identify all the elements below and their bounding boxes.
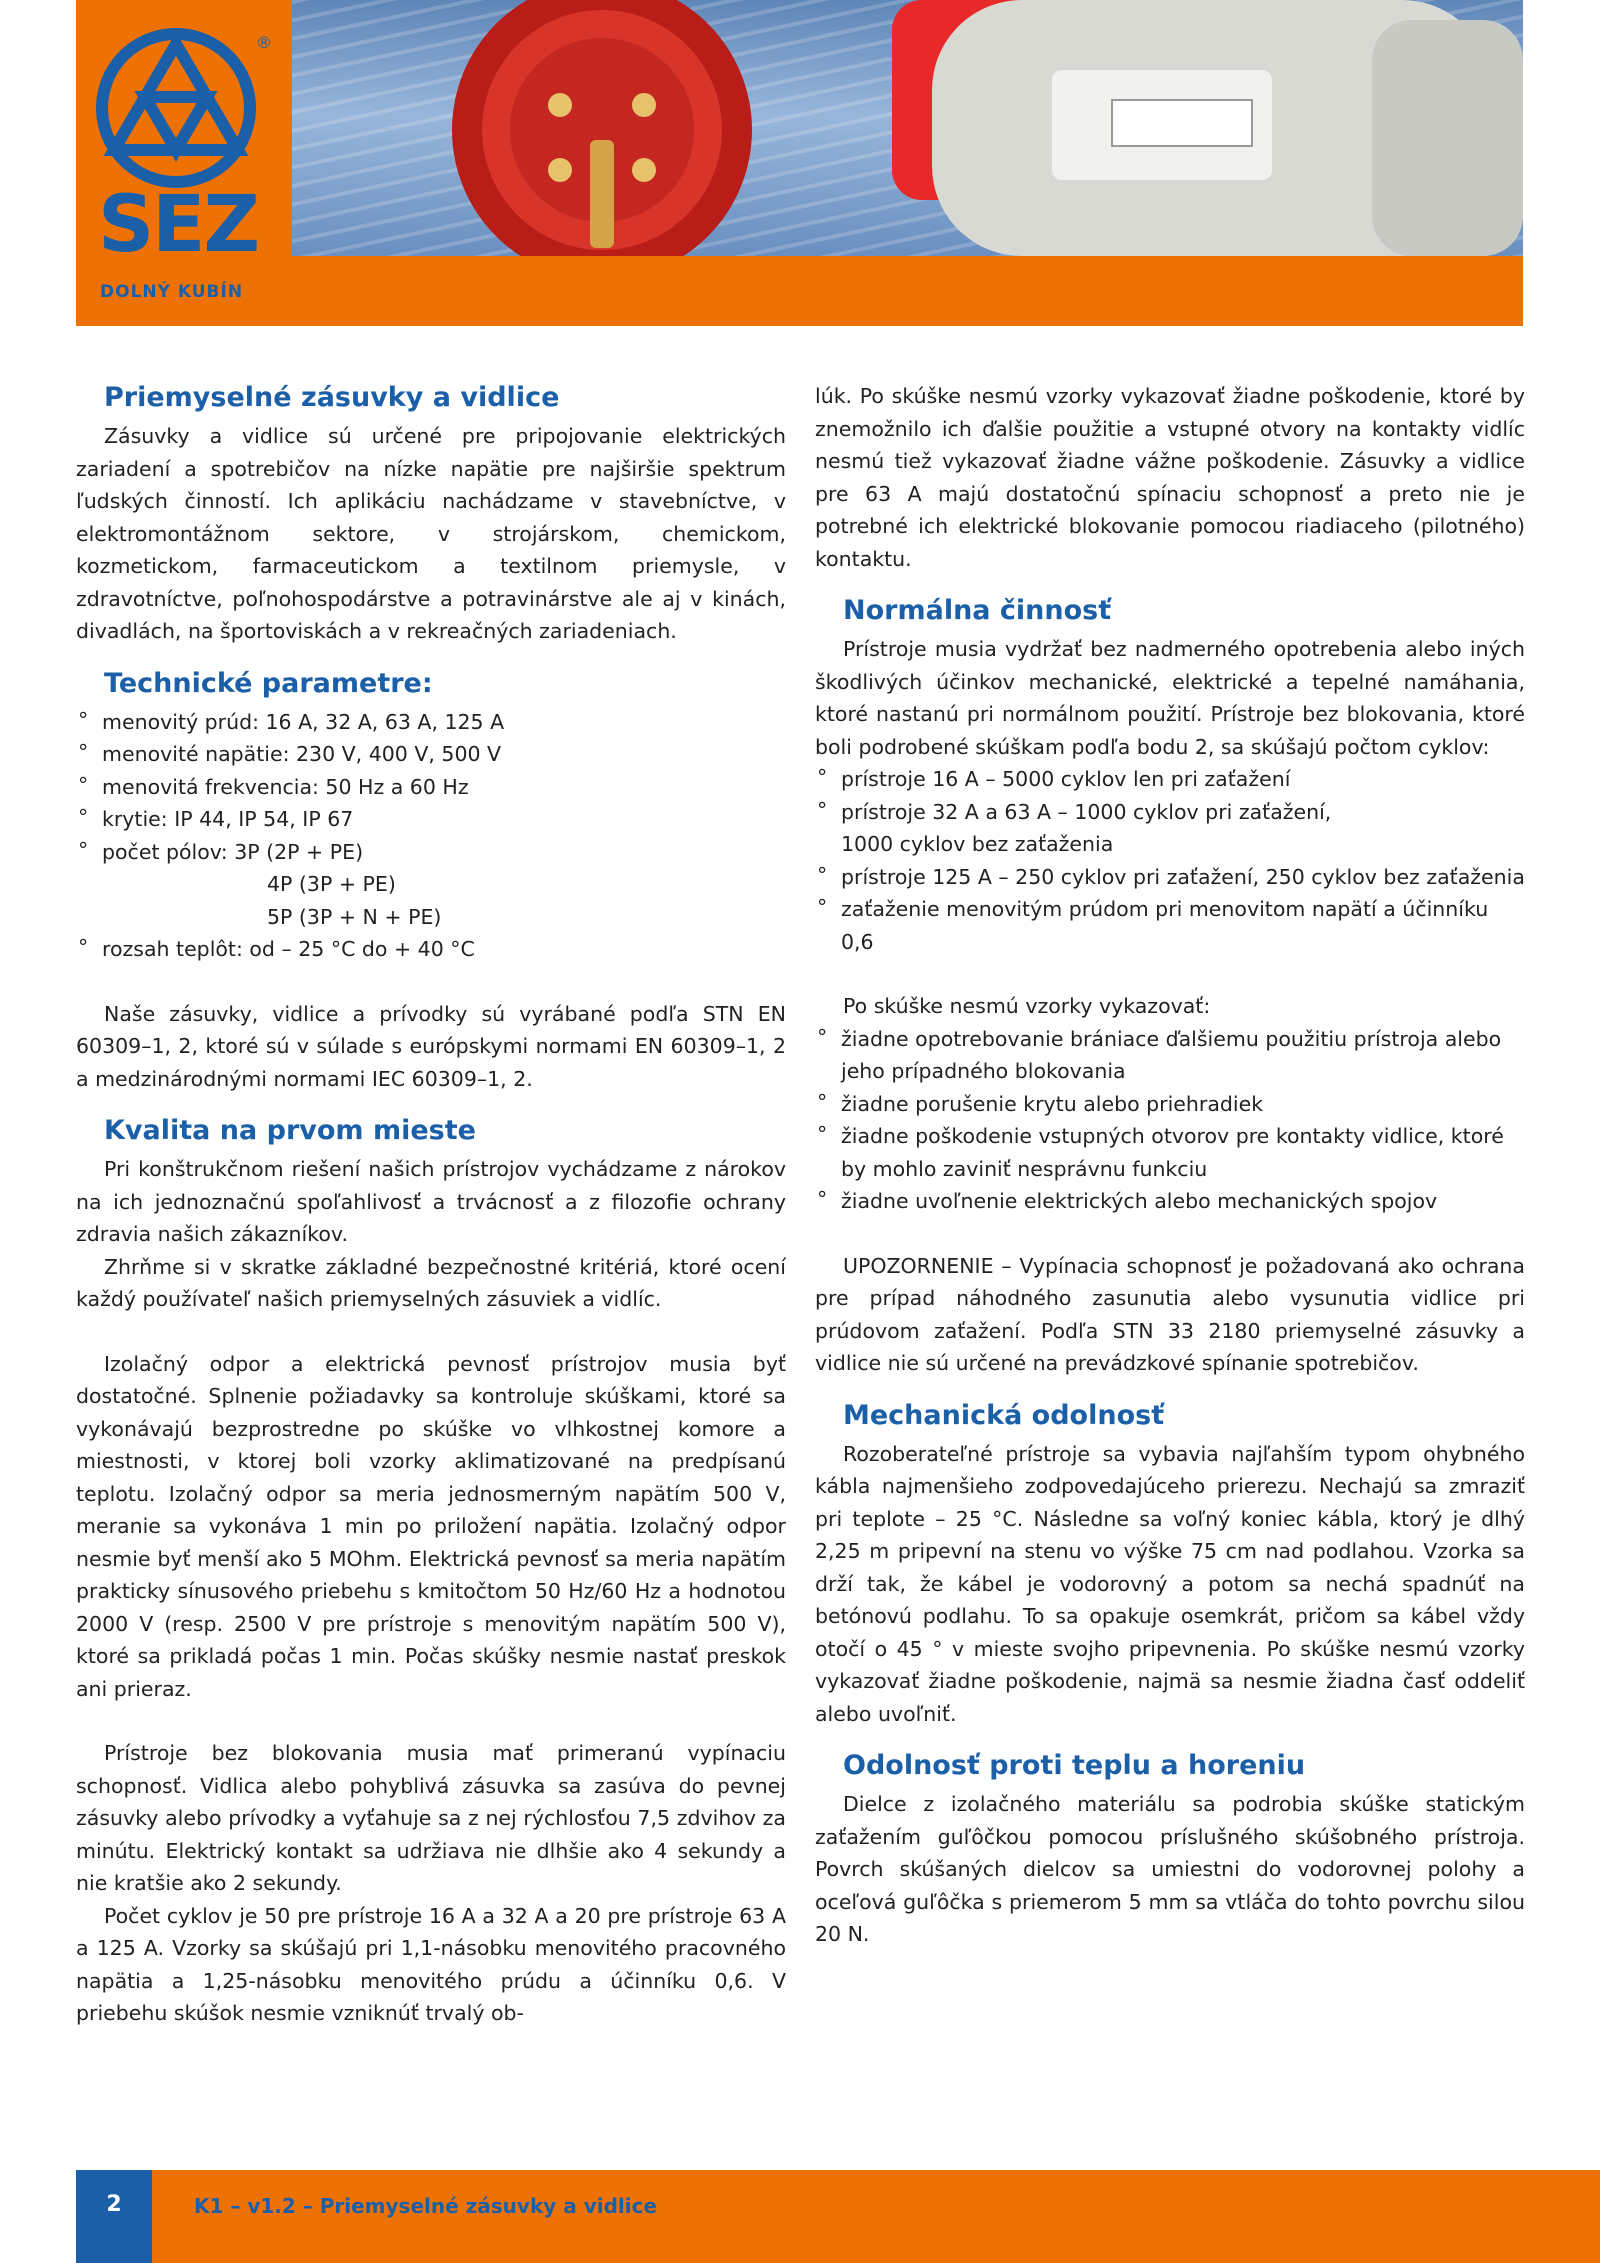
paragraph-continuation: lúk. Po skúške nesmú vzorky vykazovať žiadne poškodenie, ktoré by znemožnilo ich ďalšie použitie a vstupné otvory na kontakty vidlíc nesmú tiež vykazovať žiadne vážne poškodenie. Zásuvky a vidlice pre 63 A majú dostatočnú spínaciu schopnosť a preto nie je potrebné ich elektrické blokovanie pomocou riadiaceho (pilotného) kontaktu. [815,384,1525,571]
list-item: ° rozsah teplôt: od – 25 °C do + 40 °C [76,933,786,966]
paragraph-quality-1: Pri konštrukčnom riešení našich prístrojov vychádzame z nárokov na ich jednoznačnú spoľahlivosť a trvácnosť a z filozofie ochrany zdravia našich zákazníkov. [76,1157,786,1246]
page-footer [76,2170,1600,2263]
heading-technical-parameters: Technické parametre: [104,667,433,699]
temperature-list [76,933,786,966]
list-item: ° menovitá frekvencia: 50 Hz a 60 Hz [76,771,786,804]
product-photo [292,0,1523,256]
paragraph-after-test: Po skúške nesmú vzorky vykazovať: [843,994,1211,1018]
heading-normal-operation: Normálna činnosť [843,595,1112,626]
brand-city: DOLNÝ KUBÍN [100,282,244,302]
brand-name: SEZ [98,180,259,270]
poles-option: 5P (3P + N + PE) [267,904,442,929]
paragraph-standards: Naše zásuvky, vidlice a prívodky sú vyrábané podľa STN EN 60309–1, 2, ktoré sú v súlade s európskymi normami EN 60309–1, 2 a medzinárodnými normami IEC 60309–1, 2. [76,1001,786,1091]
list-item: ° menovitý prúd: 16 A, 32 A, 63 A, 125 A [76,706,786,739]
brand-logo [76,0,292,326]
list-item: ° žiadne opotrebovanie brániace ďalšiemu použitiu prístroja alebo jeho prípadného blokovania [815,1023,1525,1088]
list-item: ° krytie: IP 44, IP 54, IP 67 [76,803,786,836]
list-item: ° menovité napätie: 230 V, 400 V, 500 V [76,738,786,771]
paragraph-insulation: Izolačný odpor a elektrická pevnosť prístrojov musia byť dostatočné. Splnenie požiadavky sa kontroluje skúškami, ktoré sa vykonávajú bezprostredne po skúške vo vlhkostnej komore a miestnosti, v ktorej boli vzorky aklimatizované na predpísanú teplotu. Izolačný odpor sa meria jednosmerným napätím 500 V, meranie sa vykonáva 1 min po priložení napätia. Izolačný odpor nesmie byť menší ako 5 MOhm. Elektrická pevnosť sa meria napätím prakticky sínusového priebehu s kmitočtom 50 Hz/60 Hz a hodnotou 2000 V (resp. 2500 V pre prístroje s menovitým napätím 500 V), ktoré sa prikladá počas 1 min. Počas skúšky nesmie nastať preskok ani prieraz. [76,1351,786,1701]
page-number-box [76,2170,152,2263]
list-item-continuation: 1000 cyklov bez zaťaženia [841,832,1114,856]
list-item: ° prístroje 16 A – 5000 cyklov len pri zaťažení [815,763,1525,796]
paragraph-heat: Dielce z izolačného materiálu sa podrobia skúške statickým zaťažením guľôčkou pomocou príslušného skúšobného prístroja. Povrch skúšaných dielcov sa umiestni do vodorovnej polohy a oceľová guľôčka s priemerom 5 mm sa vtláča do tohto povrchu silou 20 N. [815,1792,1525,1946]
heading-mechanical-resistance: Mechanická odolnosť [843,1399,1165,1431]
list-item: ° žiadne poškodenie vstupných otvorov pre kontakty vidlice, ktoré by mohlo zaviniť nesprávnu funkciu [815,1120,1525,1185]
industrial-plug-socket-photo-icon [292,0,1523,256]
left-column [76,380,786,2030]
faults-list [815,1023,1525,1218]
footer-title: K1 – v1.2 – Priemyselné zásuvky a vidlice [194,2194,658,2218]
paragraph-normal-operation: Prístroje musia vydržať bez nadmerného opotrebenia alebo iných škodlivých účinkov mechanické, elektrické a tepelné namáhania, ktoré nastanú pri normálnom použití. Prístroje bez blokovania, ktoré boli podrobené skúškam podľa bodu 2, sa skúšajú počtom cyklov: [815,637,1525,759]
heading-industrial-sockets: Priemyselné zásuvky a vidlice [104,382,560,413]
list-item: ° prístroje 125 A – 250 cyklov pri zaťažení, 250 cyklov bez zaťaženia [815,861,1525,894]
paragraph-warning: UPOZORNENIE – Vypínacia schopnosť je požadovaná ako ochrana pre prípad náhodného zasunutia alebo vysunutia vidlice pri prúdovom zaťažení. Podľa STN 33 2180 priemyselné zásuvky a vidlice nie sú určené na prevádzkové spínanie spotrebičov. [815,1253,1525,1375]
paragraph-breaking-capacity: Prístroje bez blokovania musia mať primeranú vypínaciu schopnosť. Vidlica alebo pohyblivá zásuvka sa zasúva do pevnej zásuvky alebo prívodky a vyťahuje sa z nej rýchlosťou 7,5 zdvihov za minútu. Elektrický kontakt sa udržiava nie dlhšie ako 4 sekundy a nie kratšie ako 2 sekundy. [76,1741,786,1895]
sez-triangle-logo-icon [96,28,272,188]
cycles-list [815,763,1525,828]
poles-option: 4P (3P + PE) [267,872,396,896]
registered-mark: ® [256,33,272,52]
cycles-list-more [815,861,1525,959]
paragraph-mechanical: Rozoberateľné prístroje sa vybavia najľahším typom ohybného kábla najmenšieho zodpovedajúceho prierezu. Nechajú sa zmraziť pri teplote – 25 °C. Následne sa voľný koniec kábla, ktorý je dlhý 2,25 m pripevní na stenu vo výške 75 cm nad podlahou. Vzorka sa drží tak, že kábel je vodorovný a potom sa nechá spadnúť na betónovú podlahu. To sa opakuje osemkrát, pričom sa kábel vždy otočí o 45 ° v mieste svojho pripevnenia. Po skúške nesmú vzorky vykazovať žiadne poškodenie, najmä sa nesmie žiadna časť oddeliť alebo uvoľniť. [815,1441,1525,1726]
list-item: ° žiadne uvoľnenie elektrických alebo mechanických spojov [815,1185,1525,1218]
right-column [815,380,1525,1951]
list-item: ° žiadne porušenie krytu alebo priehradiek [815,1088,1525,1121]
paragraph-quality-2: Zhrňme si v skratke základné bezpečnostné kritériá, ktoré ocení každý používateľ našich priemyselných zásuviek a vidlíc. [76,1254,786,1311]
heading-quality: Kvalita na prvom mieste [104,1115,476,1146]
parameter-list [76,706,786,869]
page-number: 2 [106,2192,122,2217]
paragraph-intro: Zásuvky a vidlice sú určené pre pripojovanie elektrických zariadení a spotrebičov na nízke napätie pre najširšie spektrum ľudských činností. Ich aplikáciu nachádzame v stavebníctve, v elektromontážnom sektore, v strojárskom, chemickom, kozmetickom, farmaceutickom a textilnom priemysle, v zdravotníctve, poľnohospodárstve a potravinárstve ale aj v kinách, divadlách, na športoviskách a v rekreačných zariadeniach. [76,424,786,643]
paragraph-cycles: Počet cyklov je 50 pre prístroje 16 A a 32 A a 20 pre prístroje 63 A a 125 A. Vzorky sa skúšajú pri 1,1-násobku menovitého pracovného napätia a 1,25-násobku menovitého prúdu a účinníku 0,6. V priebehu skúšok nesmie vzniknúť trvalý ob- [76,1903,786,2025]
list-item: ° počet pólov: 3P (2P + PE) [76,836,786,869]
list-item: ° zaťaženie menovitým prúdom pri menovitom napätí a účinníku 0,6 [815,893,1525,958]
heading-heat-resistance: Odolnosť proti teplu a horeniu [843,1750,1306,1781]
page-header [76,0,1523,326]
list-item: ° prístroje 32 A a 63 A – 1000 cyklov pri zaťažení, [815,796,1525,829]
